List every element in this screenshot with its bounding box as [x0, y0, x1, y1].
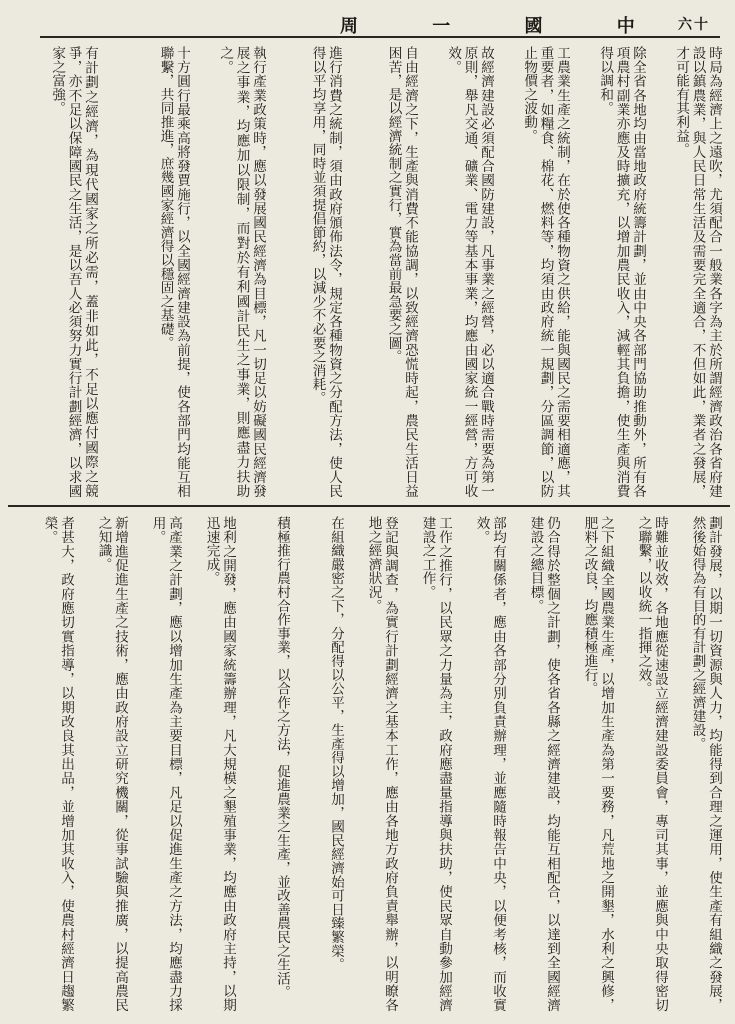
text-column: 有計劃之經濟，為現代國家之所必需，蓋非如此，不足以應付國際之競爭，亦不足以保障國民之生活，是以吾人必須努力實行計劃經濟，以求國家之富強。: [49, 46, 98, 498]
page-header: [40, 10, 720, 38]
article-bottom-col-8: [292, 516, 344, 1012]
page-number: 六十: [678, 17, 710, 33]
article-top-col-9: [14, 46, 98, 498]
article-top-col-4: [420, 46, 494, 498]
article-top-col-1: [648, 46, 722, 498]
text-column: 十方圓行最乘高將發賈施行，以全國經濟建設為前提，使各部門均能互相聯繫，共同推進，庶幾國家經濟得以穩固之基礎。: [157, 46, 190, 498]
article-bottom-col-7: [346, 516, 398, 1012]
text-column: 登記與調查，為實行計劃經濟之基本工作，應由各地方政府負責舉辦，以明瞭各地之經濟狀況。: [365, 516, 398, 1012]
text-column: 時難並收效，各地應從速設立經濟建設委員會，專司其事，並應與中央取得密切之聯繫，以收統一指揮之效。: [635, 516, 668, 1012]
article-bottom-col-13: [14, 516, 74, 1012]
text-column: 地利之開發，應由國家統籌辦理，凡大規模之墾殖事業，均應由政府主持，以期迅速完成。: [203, 516, 236, 1012]
article-top-col-6: [268, 46, 342, 498]
text-column: 時局為經濟上之遠吹，尤須配合一般業各字為主於所謂經濟政治各省府建設以鎮農業，與人民日常生活及需要完全適合，不但如此，業者之發展，才可能有其利益。: [673, 46, 722, 498]
article-bottom-col-2: [616, 516, 668, 1012]
section-divider: [8, 505, 730, 507]
text-column: 執行產業政策時，應以發展國民經濟為目標，凡一切足以妨礙國民經濟發展之事業，均應加以限制，而對於有利國計民生之事業，則應盡力扶助之。: [217, 46, 266, 498]
article-bottom-col-1: [670, 516, 722, 1012]
article-bottom-col-11: [130, 516, 182, 1012]
text-column: 積極推行農村合作事業，以合作之方法，促進農業之生產，並改善農民之生活。: [274, 516, 290, 999]
text-column: 工農業生產之統制，在於使各種物資之供給，能與國民之需要相適應，其重要者，如糧食、棉花、燃料等，均須由政府統一規劃，分區調節，以防止物價之波動。: [521, 46, 570, 498]
article-bottom-col-4: [508, 516, 560, 1012]
text-column: 之下組織全國農業生產，以增加生產為第一要務，凡荒地之開墾，水利之興修，肥料之改良，均應積極進行。: [581, 516, 614, 1012]
publication-title: 周 一 國 中: [340, 16, 669, 37]
text-column: 劃計發展，以期一切資源與人力，均能得到合理之運用，使生產有組織之發展，然後始得為有目的有計劃之經濟建設。: [689, 516, 722, 1012]
text-column: 者甚大，政府應切實指導，以期改良其出品，並增加其收入，使農村經濟日趨繁榮。: [41, 516, 74, 1012]
article-top-col-3: [496, 46, 570, 498]
text-column: 自由經濟之下，生產與消費不能協調，以致經濟恐慌時起，農民生活日益困苦，是以經濟統制之實行，實為當前最急要之圖。: [385, 46, 418, 498]
article-bottom-col-3: [562, 516, 614, 1012]
text-column: 除全省各地均由當地政府統籌計劃，並由中央各部門協助推動外，所有各項農村副業亦應及時擴充，以增加農民收入，減輕其負擔，使生產與消費得以調和。: [597, 46, 646, 498]
article-top-col-5: [344, 46, 418, 498]
text-column: 故經濟建設必須配合國防建設，凡事業之經營，必以適合戰時需要為第一原則，舉凡交通、礦業、電力等基本事業，均應由國家統一經營，方可收效。: [445, 46, 494, 498]
text-column: 仍合得於整個之計劃，使各省各縣之經濟建設，均能互相配合，以達到全國經濟建設之總目標。: [527, 516, 560, 1012]
article-bottom-col-5: [454, 516, 506, 1012]
article-bottom-col-9: [238, 516, 290, 1012]
article-top-col-2: [572, 46, 646, 498]
text-column: 在組織嚴密之下，分配得以公平，生產得以增加，國民經濟始可日臻繁榮。: [328, 516, 344, 972]
article-bottom-col-12: [76, 516, 128, 1012]
article-bottom-col-6: [400, 516, 452, 1012]
text-column: 新增進促進生產之技術，應由政府設立研究機關，從事試驗與推廣，以提高農民之知識。: [95, 516, 128, 1012]
text-column: 部均有關係者，應由各部分別負責辦理，並應隨時報告中央，以便考核，而收實效。: [473, 516, 506, 1012]
text-column: 進行消費之統制，須由政府頒佈法令，規定各種物資之分配方法，使人民得以平均享用，同時並須提倡節約，以減少不必要之消耗。: [309, 46, 342, 498]
article-top-col-7: [192, 46, 266, 498]
article-top-col-8: [100, 46, 190, 498]
article-bottom-col-10: [184, 516, 236, 1012]
text-column: 工作之推行，以民眾之力量為主，政府應盡量指導與扶助，使民眾自動參加經濟建設之工作。: [419, 516, 452, 1012]
text-column: 高產業之計劃，應以增加生產為主要目標，凡足以促進生產之方法，均應盡力採用。: [149, 516, 182, 1012]
